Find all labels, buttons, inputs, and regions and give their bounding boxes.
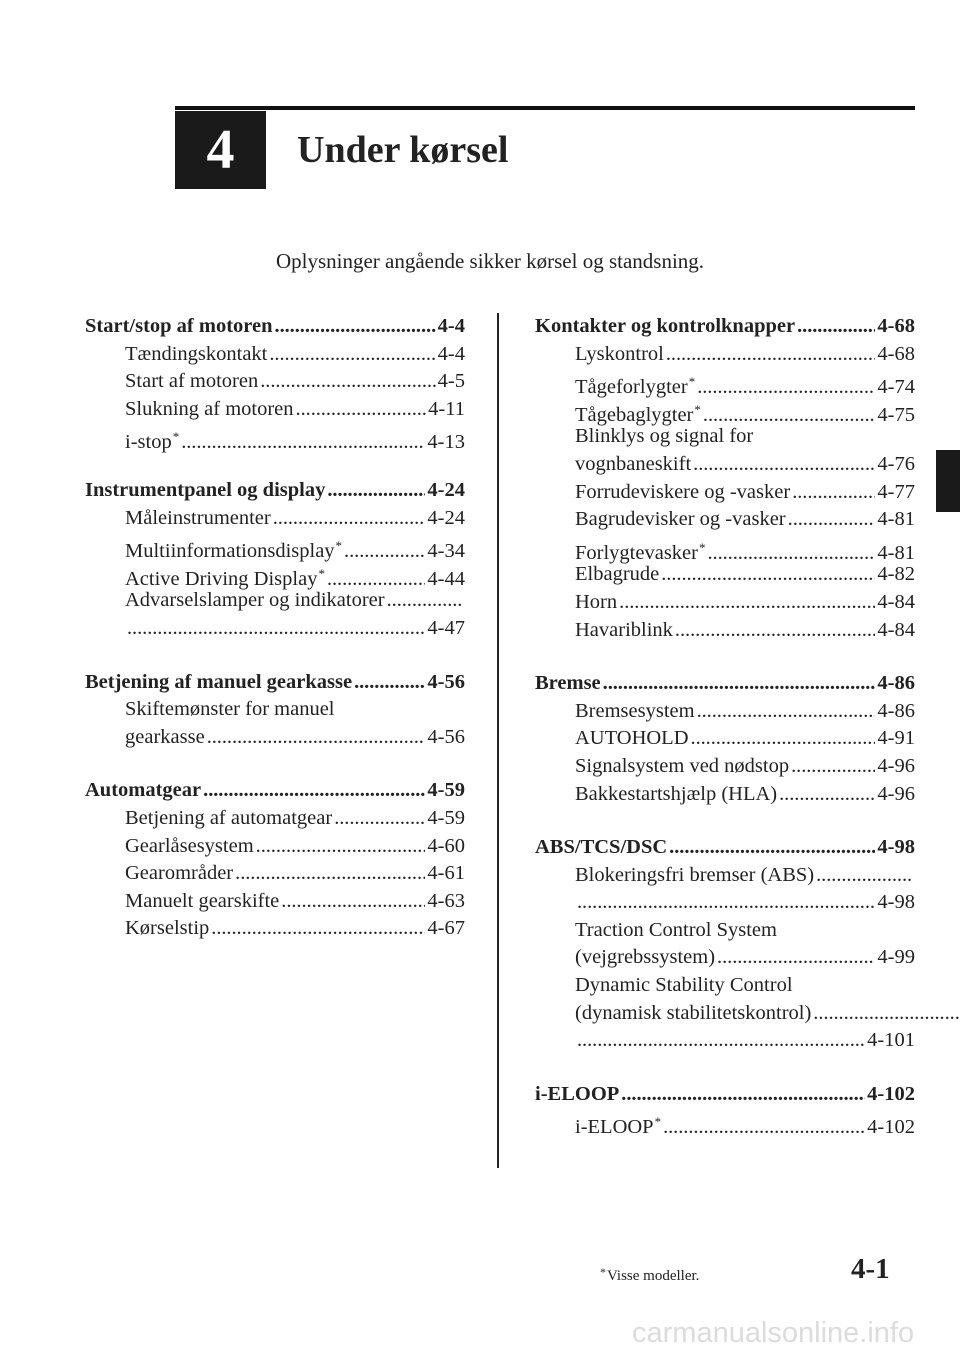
toc-entry-label: i-ELOOP xyxy=(535,1082,620,1105)
toc-page-number: 4-96 xyxy=(877,754,915,777)
leader-dots xyxy=(697,374,875,402)
toc-page-number: 4-67 xyxy=(427,917,465,940)
asterisk-mark: * xyxy=(318,565,325,581)
leader-dots xyxy=(181,429,425,457)
toc-page-number: 4-86 xyxy=(877,672,915,695)
toc-item[interactable] xyxy=(85,833,465,861)
toc-entry-label: Lyskontrol xyxy=(575,342,664,365)
toc-page-number: 4-74 xyxy=(877,376,915,399)
leader-dots xyxy=(207,724,426,752)
toc-entry-label: Gearlåsesystem xyxy=(125,834,254,857)
toc-item-label: Blinklys og signal for xyxy=(575,425,754,448)
toc-entry-label: Manuelt gearskifte xyxy=(125,889,280,912)
toc-item[interactable] xyxy=(85,888,465,916)
toc-entry-label: Bagrudevisker og -vasker xyxy=(575,508,786,531)
toc-page-number: 4-59 xyxy=(427,779,465,802)
asterisk-mark: * xyxy=(698,539,706,555)
toc-page-number: 4-68 xyxy=(877,315,915,337)
toc-item[interactable] xyxy=(85,860,465,888)
chapter-thumb-tab xyxy=(936,450,960,512)
toc-page-number: 4-13 xyxy=(427,431,465,454)
toc-entry-label: gearkasse xyxy=(125,725,205,748)
toc-page-number: 4-102 xyxy=(867,1116,915,1139)
toc-entry-label: Betjening af manuel gearkasse xyxy=(85,670,353,693)
toc-page-number: 4-59 xyxy=(427,806,465,829)
toc-item[interactable] xyxy=(535,781,915,809)
toc-section-heading[interactable] xyxy=(535,1081,915,1109)
toc-entry-label: vognbaneskift xyxy=(575,452,692,475)
toc-entry-label: Advarselslamper og indikatorer xyxy=(125,589,385,612)
toc-item[interactable] xyxy=(535,589,915,617)
toc-entry-label: ABS/TCS/DSC xyxy=(535,836,668,859)
toc-item[interactable] xyxy=(535,617,915,645)
toc-section xyxy=(535,313,915,644)
toc-page-number: 4-96 xyxy=(877,782,915,805)
toc-page-number: 4-91 xyxy=(877,727,915,750)
toc-item[interactable] xyxy=(535,753,915,781)
leader-dots xyxy=(235,860,425,888)
leader-dots xyxy=(577,1027,865,1055)
chapter-intro: Oplysninger angående sikker kørsel og standsning. xyxy=(275,249,705,273)
toc-page-number: 4-81 xyxy=(877,541,915,564)
toc-item[interactable] xyxy=(85,505,465,533)
toc-page-number: 4-4 xyxy=(437,342,465,365)
leader-dots xyxy=(717,944,875,972)
toc-page-number: 4-77 xyxy=(877,480,915,503)
toc-page-number: 4-63 xyxy=(427,889,465,912)
toc-entry-label: Havariblink xyxy=(575,618,673,641)
toc-page-number: 4-99 xyxy=(877,946,915,969)
toc-item[interactable] xyxy=(535,368,915,399)
toc-entry-label: AUTOHOLD xyxy=(575,727,689,750)
leader-dots xyxy=(663,1114,865,1142)
toc-page-number: 4-98 xyxy=(877,891,915,914)
toc-section xyxy=(85,669,465,752)
leader-dots xyxy=(816,862,913,890)
toc-page-number: 4-86 xyxy=(877,699,915,722)
toc-item[interactable] xyxy=(535,725,915,753)
toc-entry-label: Instrumentpanel og display xyxy=(85,478,326,501)
toc-item-label: Dynamic Stability Control xyxy=(575,974,793,997)
toc-item[interactable] xyxy=(85,615,465,643)
leader-dots xyxy=(693,451,875,479)
chapter-number: 4 xyxy=(206,119,235,181)
toc-page-number: 4-84 xyxy=(877,590,915,613)
toc-item[interactable] xyxy=(535,698,915,726)
toc-entry-label: Bakkestartshjælp (HLA) xyxy=(575,782,778,805)
toc-section-heading[interactable] xyxy=(85,477,465,505)
toc-page-number: 4-81 xyxy=(877,508,915,531)
toc-item[interactable] xyxy=(535,561,915,589)
toc-section-heading[interactable] xyxy=(535,313,915,341)
toc-page-number: 4-61 xyxy=(427,862,465,885)
toc-item[interactable] xyxy=(535,341,915,369)
toc-section xyxy=(85,313,465,454)
chapter-header-rule xyxy=(175,106,915,110)
leader-dots xyxy=(675,617,876,645)
toc-page-number: 4-102 xyxy=(867,1082,915,1105)
toc-page-number: 4-82 xyxy=(877,563,915,586)
leader-dots xyxy=(621,1081,865,1109)
toc-section xyxy=(535,670,915,808)
toc-page-number: 4-5 xyxy=(437,370,465,393)
leader-dots xyxy=(327,477,425,505)
asterisk-mark: * xyxy=(654,1114,662,1130)
toc-entry-label: Tågebaglygter* xyxy=(575,401,701,426)
toc-item-label xyxy=(535,862,915,890)
toc-item-label xyxy=(85,587,465,615)
toc-item-label-cont: (dynamisk stabilitetskontrol). . . xyxy=(535,1000,915,1028)
toc-entry-label: Slukning af motoren xyxy=(125,397,294,420)
leader-dots xyxy=(354,669,425,697)
toc-section xyxy=(535,1081,915,1139)
toc-entry-label: Gearområder xyxy=(125,862,234,885)
toc-entry-label: Horn xyxy=(575,590,618,613)
toc-page-number: 4-68 xyxy=(877,342,915,365)
leader-dots xyxy=(666,341,876,369)
toc-item[interactable] xyxy=(535,451,915,479)
toc-item[interactable] xyxy=(535,1027,915,1055)
leader-dots xyxy=(813,1002,960,1024)
asterisk-mark: * xyxy=(694,401,701,417)
toc-section xyxy=(85,477,465,643)
page-number: 4-1 xyxy=(851,1253,890,1285)
toc-item[interactable] xyxy=(85,532,465,563)
toc-entry-label: Bremsesystem xyxy=(575,699,695,722)
leader-dots xyxy=(779,781,875,809)
toc-entry-label: Kontakter og kontrolknapper xyxy=(535,315,796,337)
toc-section xyxy=(85,777,465,943)
toc-entry-label: Active Driving Display* xyxy=(125,565,325,590)
toc-page-number: 4-44 xyxy=(427,567,465,590)
toc-section-heading[interactable] xyxy=(85,669,465,697)
toc-page-number: 4-60 xyxy=(427,834,465,857)
leader-dots xyxy=(256,833,426,861)
toc-entry-label: Tågeforlygter* xyxy=(575,374,696,399)
leader-dots xyxy=(797,313,875,341)
toc-entry-label: Betjening af automatgear xyxy=(125,806,333,829)
leader-dots xyxy=(127,615,425,643)
toc-entry-label: Forrudeviskere og -vasker xyxy=(575,480,791,503)
toc-item[interactable] xyxy=(85,368,465,396)
toc-entry-label: i-stop* xyxy=(125,429,180,454)
leader-dots xyxy=(619,589,875,617)
leader-dots xyxy=(260,368,435,396)
toc-page-number: 4-47 xyxy=(427,616,465,639)
toc-entry-label: Elbagrude xyxy=(575,563,660,586)
leader-dots xyxy=(792,479,875,507)
toc-page-number: 4-56 xyxy=(427,725,465,748)
leader-dots xyxy=(211,915,425,943)
toc-item[interactable] xyxy=(535,944,915,972)
toc-entry-label: Forlygtevasker* xyxy=(575,539,706,564)
leader-dots xyxy=(334,805,425,833)
toc-page-number: 4-84 xyxy=(877,618,915,641)
toc-item[interactable] xyxy=(85,724,465,752)
chapter-number-box xyxy=(175,111,266,189)
leader-dots xyxy=(788,506,876,534)
toc-item[interactable] xyxy=(535,889,915,917)
toc-entry-label: Multiinformationsdisplay* xyxy=(125,538,343,563)
toc-entry-label: Automatgear xyxy=(85,779,202,802)
leader-dots xyxy=(577,889,875,917)
leader-dots xyxy=(275,313,436,341)
chapter-title: Under kørsel xyxy=(297,129,509,171)
toc-item[interactable] xyxy=(85,805,465,833)
leader-dots xyxy=(269,341,435,369)
toc-entry-label: Måleinstrumenter xyxy=(125,506,271,529)
toc-item[interactable] xyxy=(535,506,915,534)
toc-entry-label: (vejgrebssystem) xyxy=(575,946,716,969)
toc-item[interactable] xyxy=(85,915,465,943)
toc-page-number: 4-75 xyxy=(877,403,915,426)
leader-dots xyxy=(697,698,876,726)
toc-page-number: 4-24 xyxy=(427,506,465,529)
toc-page-number: 4-98 xyxy=(877,836,915,859)
leader-dots xyxy=(791,753,875,781)
toc-page-number: 4-101 xyxy=(867,1029,915,1052)
watermark: carmanualsonline.info xyxy=(632,1317,915,1349)
leader-dots xyxy=(273,505,426,533)
toc-item[interactable] xyxy=(85,341,465,369)
toc-section-heading[interactable] xyxy=(535,670,915,698)
leader-dots xyxy=(344,538,425,566)
toc-entry-label: i-ELOOP* xyxy=(575,1114,662,1139)
toc-section-heading[interactable] xyxy=(85,313,465,341)
toc-entry-label: Start af motoren xyxy=(125,370,259,393)
toc-page-number: 4-34 xyxy=(427,540,465,563)
leader-dots xyxy=(669,834,875,862)
toc-entry-label: Start/stop af motoren xyxy=(85,315,273,337)
toc-entry-label: Tændingskontakt xyxy=(125,342,268,365)
toc-entry-label: Blokeringsfri bremser (ABS) xyxy=(575,863,815,886)
toc-page-number: 4-76 xyxy=(877,452,915,475)
footer-star: * xyxy=(600,1265,606,1279)
toc-section xyxy=(535,834,915,1055)
toc-column-right xyxy=(535,313,915,1162)
toc-page-number: 4-24 xyxy=(427,478,465,501)
leader-dots xyxy=(661,561,875,589)
toc-item[interactable] xyxy=(535,1108,915,1139)
toc-section-heading[interactable] xyxy=(85,777,465,805)
toc-item[interactable] xyxy=(535,534,915,562)
leader-dots xyxy=(603,670,876,698)
toc-section-heading[interactable] xyxy=(535,834,915,862)
leader-dots xyxy=(387,587,463,615)
toc-item-label: Traction Control System xyxy=(575,918,777,941)
toc-item-label: Skiftemønster for manuel xyxy=(125,698,335,721)
column-divider xyxy=(497,313,499,1168)
toc-entry-label: Signalsystem ved nødstop xyxy=(575,754,790,777)
toc-item[interactable] xyxy=(535,479,915,507)
leader-dots xyxy=(296,396,427,424)
leader-dots xyxy=(691,725,876,753)
toc-item[interactable] xyxy=(85,396,465,424)
asterisk-mark: * xyxy=(688,374,696,390)
toc-page-number: 4-11 xyxy=(428,397,465,420)
toc-page-number: 4-56 xyxy=(427,670,465,693)
footer-note xyxy=(600,1265,699,1285)
toc-item[interactable] xyxy=(85,423,465,454)
leader-dots xyxy=(203,777,425,805)
footer-note-text: Visse modeller. xyxy=(607,1268,700,1284)
asterisk-mark: * xyxy=(172,429,180,445)
asterisk-mark: * xyxy=(335,538,343,554)
toc-column-left xyxy=(85,313,465,969)
toc-entry-label: Kørselstip xyxy=(125,917,210,940)
toc-entry-label: Bremse xyxy=(535,672,601,695)
toc-page-number: 4-4 xyxy=(437,315,465,337)
leader-dots xyxy=(281,888,425,916)
